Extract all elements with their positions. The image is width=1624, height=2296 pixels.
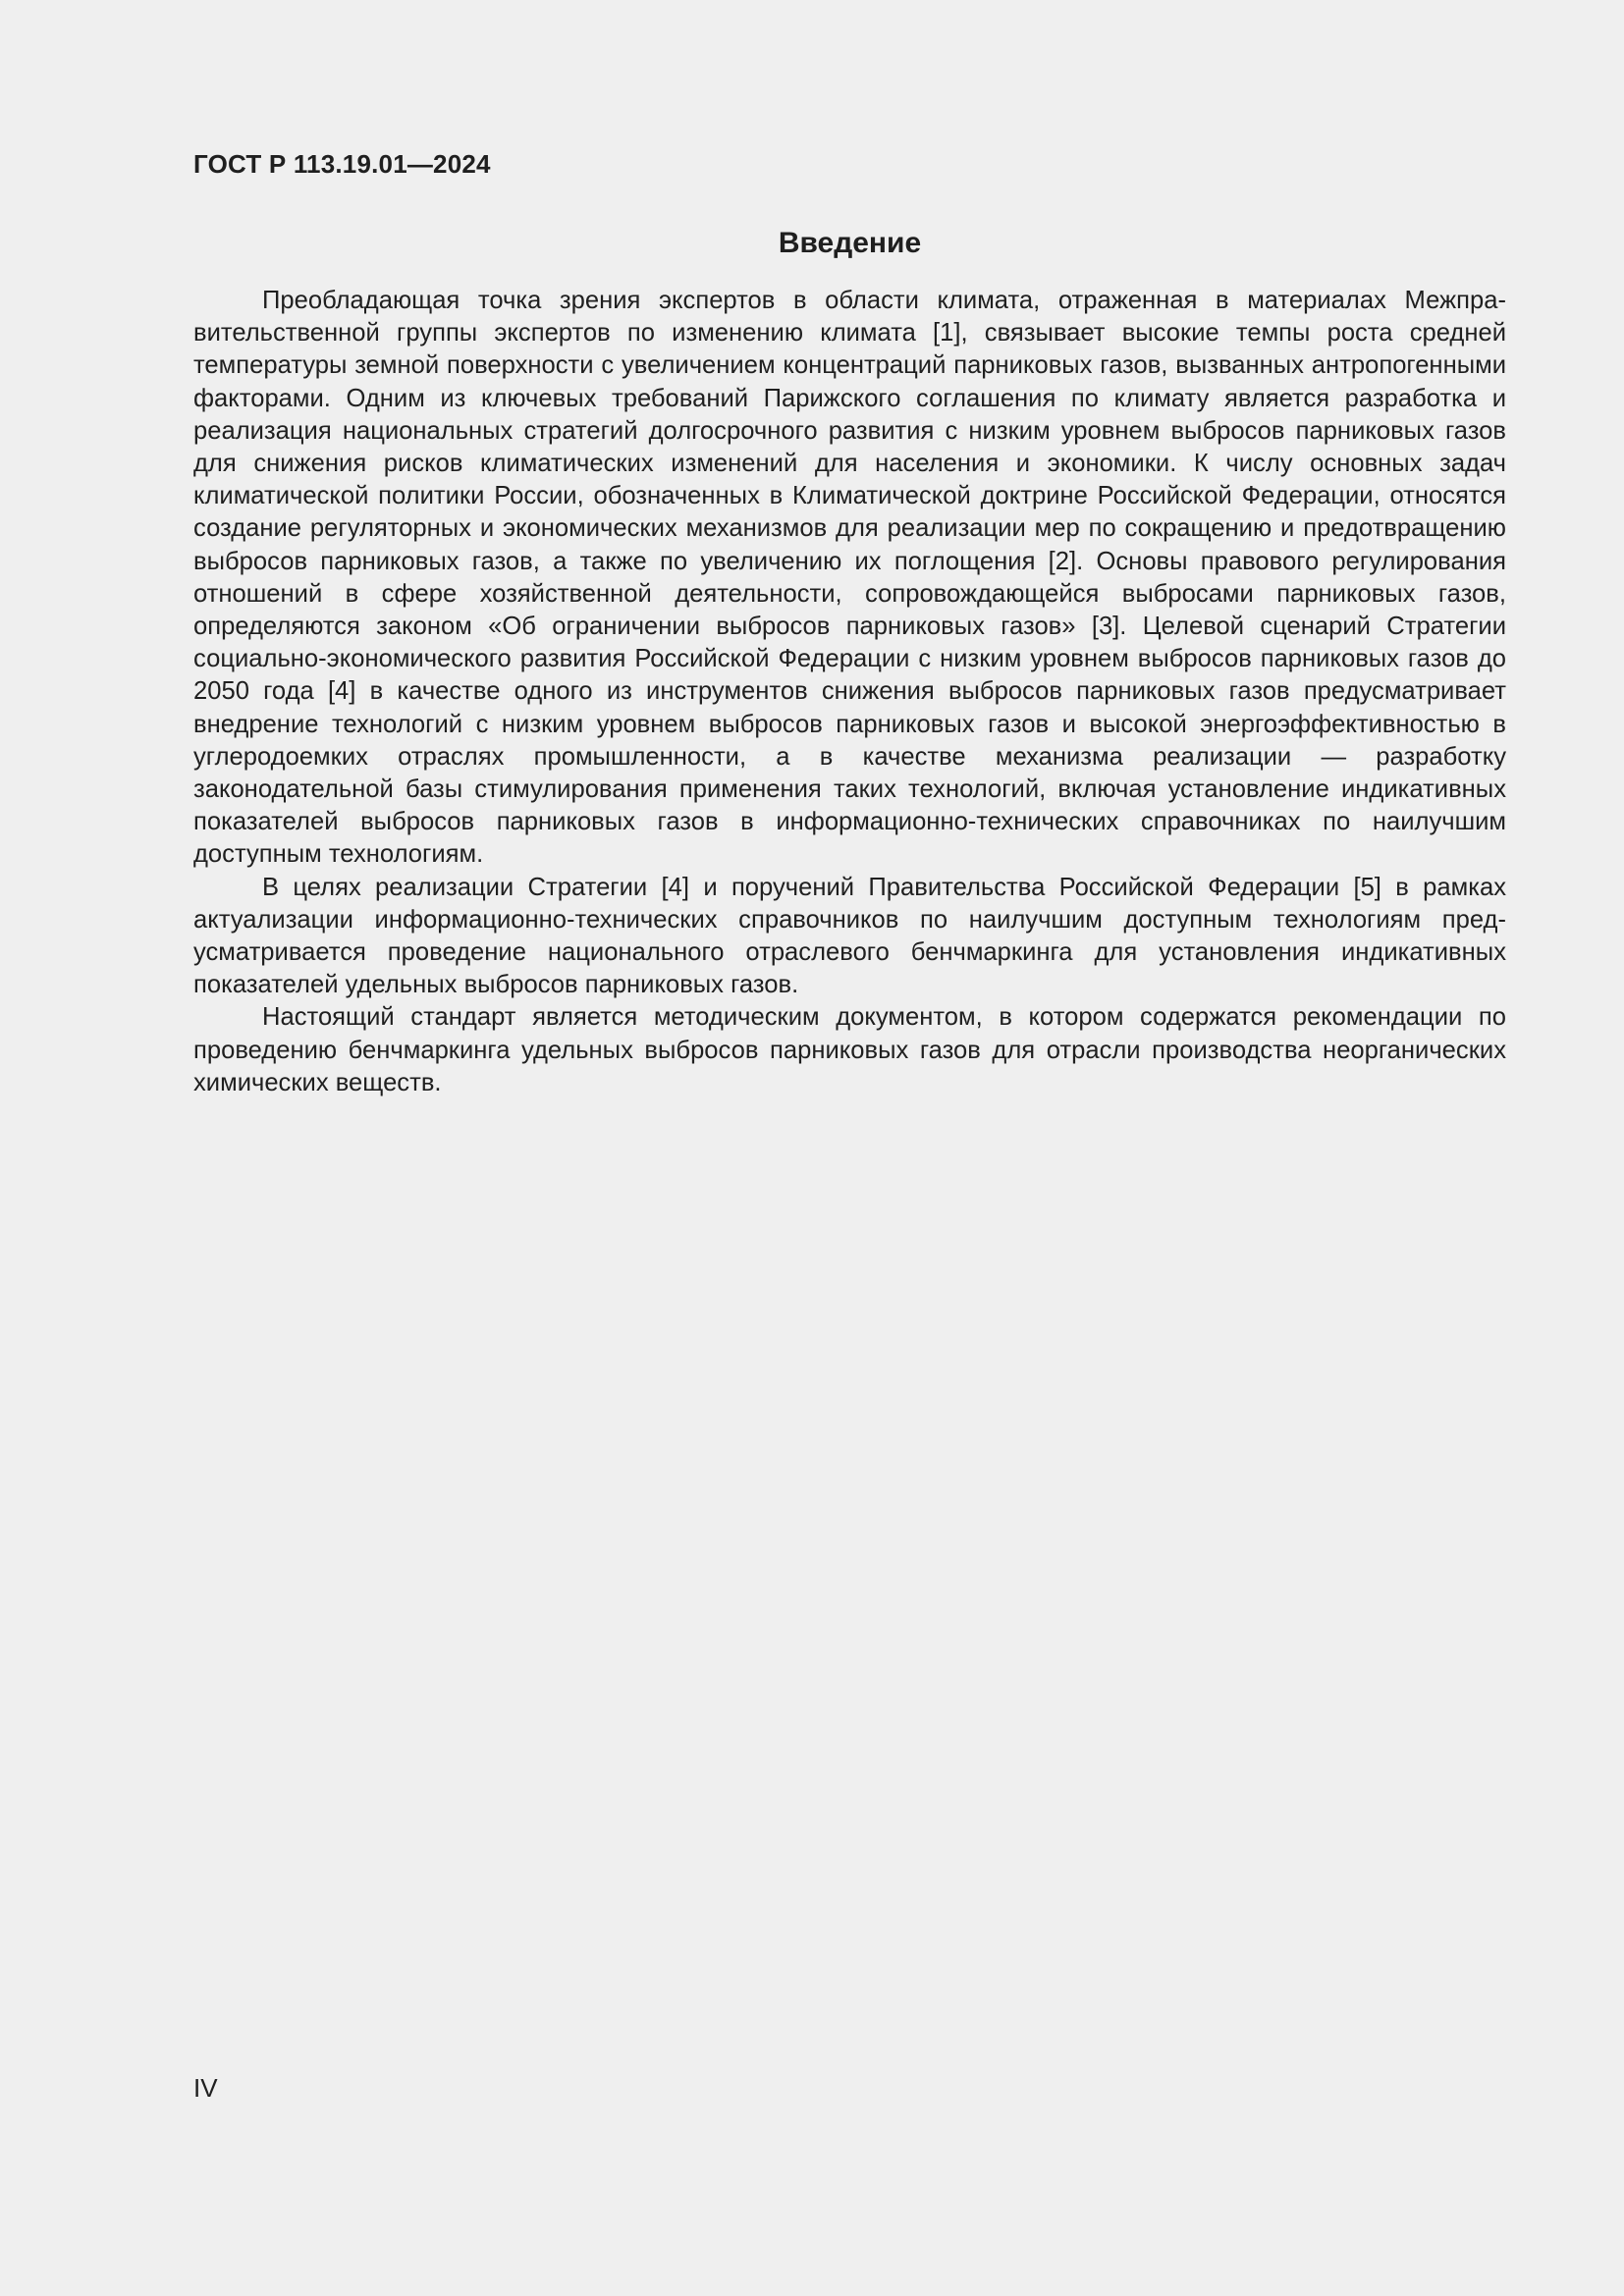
document-code-header: ГОСТ Р 113.19.01—2024 bbox=[193, 149, 491, 179]
paragraph-2: В целях реализации Стратегии [4] и поручений Правительства Российской Федерации [5] в рамках актуализации информационно-технических справочников по наилучшим доступным технологиям предусматривается проведение национального отраслевого бенчмаркинга для установления индикативных показателей удельных выбросов парниковых газов. bbox=[193, 873, 1506, 999]
body-text bbox=[193, 285, 1506, 1099]
page-number: IV bbox=[193, 2073, 218, 2103]
paragraph-3: Настоящий стандарт является методическим документом, в котором содержатся рекомендации по проведению бенчмаркинга удельных выбросов парниковых газов для отрасли производства неорганических химических веществ. bbox=[193, 1003, 1506, 1096]
section-title: Введение bbox=[778, 227, 922, 259]
paragraph-1: Преобладающая точка зрения экспертов в области климата, отраженная в материалах Межправительственной группы экспертов по изменению климата [1], связывает высокие темпы роста средней температуры земной поверхности с увеличением концентраций парниковых газов, вызванных антропогенными факторами. Одним из ключевых требований Парижского соглашения по климату является разработка и реализация национальных стратегий долгосрочного развития с низким уровнем выбросов парниковых газов для снижения рисков климатических изменений для населения и экономики. К числу основных задач климатической политики России, обозначенных в Климатической доктрине Российской Федерации, относятся создание регуляторных и экономических механизмов для реализации мер по сокращению и предотвращению выбросов парниковых газов, а также по увеличению их поглощения [2]. Основы правового регулирования отношений в сфере хозяйственной деятельности, сопровождающейся выбросами парниковых газов, определяются законом «Об ограничении выбросов парниковых газов» [3]. Целевой сценарий Стратегии социально-экономического развития Российской Федерации с низким уровнем выбросов парниковых газов до 2050 года [4] в качестве одного из инструментов снижения выбросов парниковых газов предусматривает внедрение технологий с низким уровнем выбросов парниковых газов и высокой энергоэффективностью в углеродоемких отраслях промышленности, а в качестве механизма реализации — разработку законодательной базы стимулирования применения таких технологий, включая установление индикативных показателей выбросов парниковых газов в информационно-технических справочниках по наилучшим доступным технологиям. bbox=[193, 287, 1506, 869]
